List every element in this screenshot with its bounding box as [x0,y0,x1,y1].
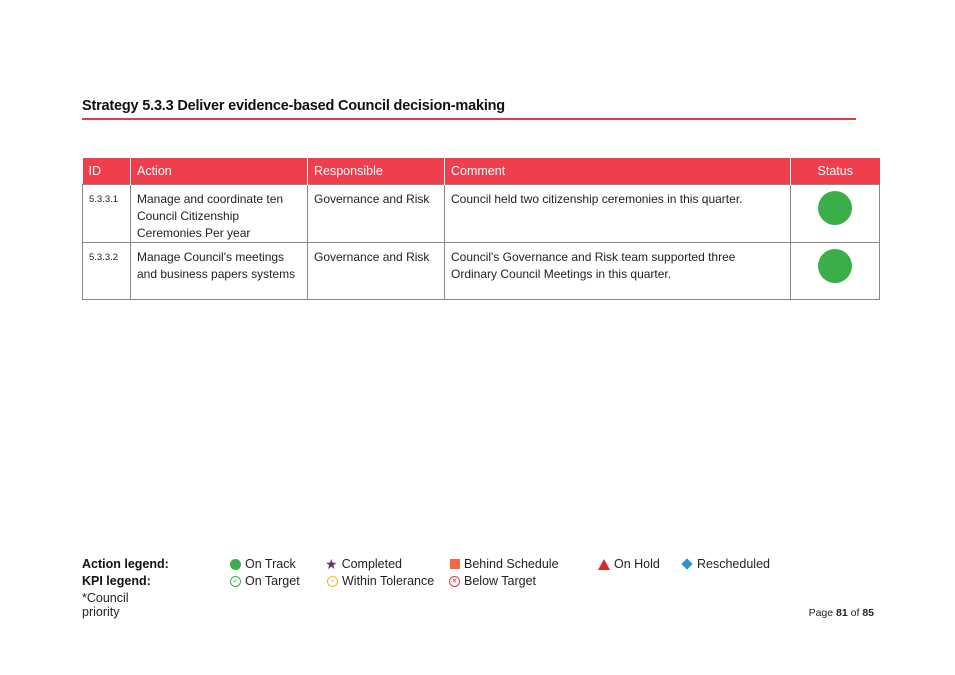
legend-below-target [449,574,536,588]
action-table [82,158,880,300]
header-responsible: Responsible [308,158,445,185]
legend-label-completed: Completed [341,557,403,571]
table-header-row [83,158,880,185]
row-responsible: Governance and Risk [308,185,445,243]
legend-label-on-track: On Track [245,557,296,571]
star-icon: ★ [325,556,338,572]
row-action: Manage Council's meetings and business papers systems [131,243,308,300]
row-id: 5.3.3.2 [83,243,131,300]
legend-on-target [230,574,300,588]
legend-behind-schedule [450,557,559,571]
legend-label-behind-schedule: Behind Schedule [464,557,559,571]
action-legend-label: Action legend: [82,557,169,571]
on-track-status-icon [818,191,852,225]
page-total: 85 [862,607,874,619]
legend-rescheduled [681,557,770,571]
row-comment: Council's Governance and Risk team supported three Ordinary Council Meetings in this quarter. [445,243,791,300]
orange-square-icon [450,559,460,569]
council-priority-note: *Council priority [82,591,129,619]
page-title: Strategy 5.3.3 Deliver evidence-based Council decision-making [82,98,505,114]
row-status [791,243,880,300]
check-circle-icon: ✓ [230,576,241,587]
legend-within-tolerance [327,574,434,588]
kpi-legend-row [82,574,782,591]
page-separator: of [850,607,860,619]
blue-diamond-icon [681,558,692,569]
page-number [809,607,874,619]
header-action: Action [131,158,308,185]
legend-label-within-tolerance: Within Tolerance [342,574,435,588]
neutral-circle-icon: – [327,576,338,587]
legend-label-on-target: On Target [245,574,300,588]
header-status: Status [791,158,880,185]
row-status [791,185,880,243]
kpi-legend-label: KPI legend: [82,574,151,588]
legend-completed [325,557,402,571]
legend-label-on-hold: On Hold [614,557,660,571]
legend-label-below-target: Below Target [464,574,537,588]
row-action: Manage and coordinate ten Council Citizenship Ceremonies Per year [131,185,308,243]
legend-label-rescheduled: Rescheduled [697,557,770,571]
page-prefix: Page [808,607,834,619]
title-underline [82,118,856,120]
on-track-status-icon [818,249,852,283]
green-dot-icon [230,559,241,570]
legend-on-track [230,557,296,571]
header-id: ID [83,158,131,185]
page-current: 81 [836,607,848,619]
action-legend-row [82,557,782,574]
red-triangle-icon [598,559,610,570]
header-comment: Comment [445,158,791,185]
table-row [83,243,880,300]
x-circle-icon: × [449,576,460,587]
table-row [83,185,880,243]
row-id: 5.3.3.1 [83,185,131,243]
row-responsible: Governance and Risk [308,243,445,300]
legend-on-hold [598,557,660,571]
row-comment: Council held two citizenship ceremonies in this quarter. [445,185,791,243]
